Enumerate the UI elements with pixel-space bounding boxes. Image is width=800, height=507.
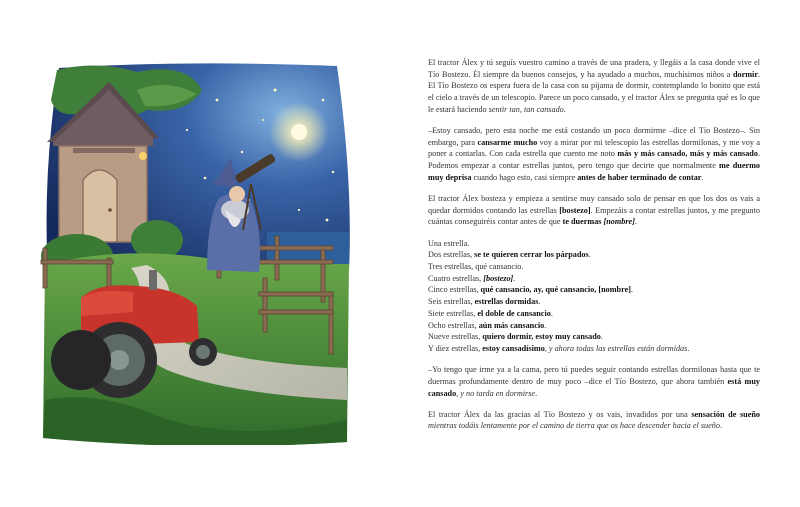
italic-phrase: sentir tan, tan cansado bbox=[488, 104, 564, 114]
count-line: Dos estrellas, se te quieren cerrar los párpados. bbox=[428, 250, 591, 260]
paragraph-ending: El tractor Álex da las gracias al Tío Bostezo y os vais, invadidos por una sensación de sueño mientras todáis lentamente por el camino de tierra que os hace descender hacia el sueño. bbox=[428, 409, 760, 431]
count-line: Y diez estrellas, estoy cansadísimo, y ahora todas las estrellas están dormidas. bbox=[428, 343, 690, 353]
emphasis: sensación de sueño bbox=[691, 409, 760, 419]
count-line: Ocho estrellas, aún más cansancio. bbox=[428, 320, 547, 330]
emphasis: está muy cansado bbox=[428, 376, 760, 398]
paragraph-arrival: El tractor Álex y tú seguís vuestro camino a través de una pradera, y llegáis a la casa donde vive el Tío Bostezo. Él siempre da buenos consejos, y ha ayudado a muchos, muchísimos niños a dormir. El Tío Bostezo os espera fuera de la casa con su pijama de dormir, contemplando lo bonito que está el cielo a través de un telescopio. Parece un poco cansado, y el tractor Álex se pregunta qué es lo que le estará haciendo sentir tan, tan cansado. bbox=[428, 58, 760, 114]
paragraph-farewell: –Yo tengo que irme ya a la cama, pero tú puedes seguir contando estrellas dormilonas hasta que te duermas profundamente dentro de muy poco –dice el Tío Bostezo, que ahora también está muy cansado, y no tarda en dormirse. bbox=[428, 365, 760, 398]
italic-phrase: y no tarda en dormirse bbox=[460, 388, 536, 398]
count-line: Una estrella. bbox=[428, 238, 470, 248]
emphasis: me duermo muy deprisa bbox=[428, 161, 760, 182]
story-text bbox=[428, 57, 760, 442]
count-line: Tres estrellas, qué cansancio. bbox=[428, 262, 524, 272]
story-illustration bbox=[37, 60, 355, 445]
emphasis: más y más cansado, más y más cansado bbox=[617, 149, 758, 159]
count-line: Siete estrellas, el doble de cansancio. bbox=[428, 308, 553, 318]
paragraph-dialogue: –Estoy cansado, pero esta noche me está costando un poco dormirme –dice el Tío Bostezo–. Sin embargo, para cansarme mucho voy a mirar por mi telescopio las estrellas dormilonas, y me voy a poner a contarlas. Con cada estrella que cuento me noto más y más cansado, más y más cansado. Podemos empezar a contar estrellas juntos, pero tengo que decirte que normalmente me duermo muy deprisa cuando hago esto, casi siempre antes de haber terminado de contar. bbox=[428, 126, 760, 182]
count-line: Cuatro estrellas, [bostezo]. bbox=[428, 273, 516, 283]
counting-list bbox=[428, 238, 760, 355]
paragraph-yawn: El tractor Álex bosteza y empieza a sentirse muy cansado solo de pensar en que los dos os vais a quedar dormidos contando las estrellas [bostezo]. Empezáis a contar estrellas juntos, y me pregunto cuántas conseguiréis contar antes de que te duermas [nombre]. bbox=[428, 194, 760, 227]
moon bbox=[291, 124, 307, 140]
emphasis: te duermas bbox=[562, 217, 602, 227]
emphasis: dormir bbox=[732, 69, 758, 79]
count-line: Nueve estrellas, quiero dormir, estoy muy cansado. bbox=[428, 332, 603, 342]
italic-phrase: mientras todáis lentamente por el camino de tierra que os hace descender hacia el sueño bbox=[428, 421, 720, 431]
count-line: Seis estrellas, estrellas dormidas. bbox=[428, 297, 541, 307]
emphasis: [nombre] bbox=[603, 217, 635, 227]
emphasis: antes de haber terminado de contar bbox=[577, 172, 702, 182]
emphasis: [bostezo] bbox=[559, 205, 591, 215]
emphasis: cansarme mucho bbox=[477, 137, 538, 147]
count-line: Cinco estrellas, qué cansancio, ay, qué cansancio, [nombre]. bbox=[428, 285, 633, 295]
